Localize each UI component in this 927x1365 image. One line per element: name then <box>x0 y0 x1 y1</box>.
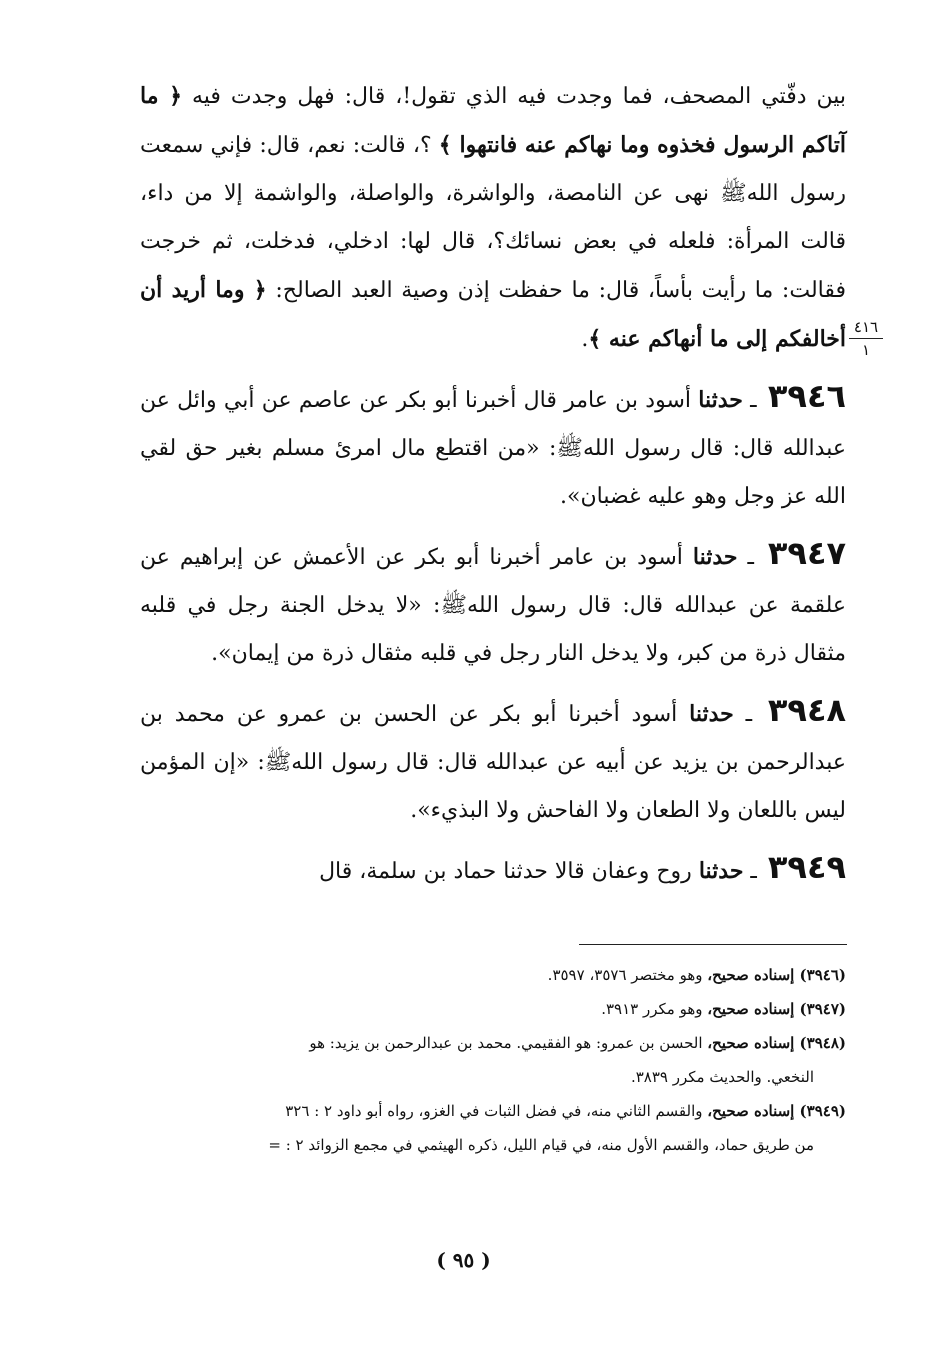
margin-reference <box>849 318 883 359</box>
haddathana-word: حدثنا <box>692 544 738 570</box>
hadith-number: ٣٩٤٧ <box>767 534 846 572</box>
footnote-tag: (٣٩٤٧) إسناده صحيح، <box>707 1000 846 1018</box>
dash: ـ <box>737 545 764 570</box>
main-text <box>140 72 846 896</box>
haddathana-word: حدثنا <box>698 858 744 884</box>
quran-verse-1: ﴿ ما آتاكم الرسول فخذوه وما نهاكم عنه فانتهوا ﴾ <box>140 83 846 158</box>
footnote-tag: (٣٩٤٩) إسناده صحيح، <box>707 1102 846 1120</box>
margin-volume: ٤١٦ <box>849 318 883 339</box>
intro-paragraph <box>140 72 846 364</box>
hadith-number: ٣٩٤٨ <box>767 691 847 729</box>
footnote-3947 <box>140 992 846 1026</box>
intro-text: بين دفّتي المصحف، فما وجدت فيه الذي تقول!، قال: فهل وجدت فيه <box>182 84 846 109</box>
hadith-3947 <box>140 529 846 678</box>
haddathana-word: حدثنا <box>698 387 743 413</box>
dash: ـ <box>742 388 764 413</box>
hadith-3948 <box>140 686 846 835</box>
hadith-text: أسود بن عامر أخبرنا أبو بكر عن الأعمش عن إبراهيم عن علقمة عن عبدالله قال: قال رسول اللهﷺ: «لا يدخل الجنة رجل في قلبه مثقال ذرة من كبر، ولا يدخل النار رجل في قلبه مثقال ذرة من إيمان». <box>140 545 846 666</box>
footnote-text: الحسن بن عمرو: هو الفقيمي. محمد بن عبدالرحمن بن يزيد: هو <box>309 1034 708 1052</box>
quran-verse-2: ﴿ وما أريد أن أخالفكم إلى ما أنهاكم عنه ﴾ <box>140 277 846 352</box>
footnote-3948-continued: النخعي. والحديث مكرر ٣٨٣٩. <box>630 1068 814 1086</box>
hadith-3949 <box>140 843 846 896</box>
footnote-divider <box>579 944 847 945</box>
footnote-text: وهو مختصر ٣٥٧٦، ٣٥٩٧. <box>547 966 708 984</box>
haddathana-word: حدثنا <box>689 701 734 727</box>
hadith-text: أسود أخبرنا أبو بكر عن الحسن بن عمرو عن محمد بن عبدالرحمن بن يزيد عن أبيه عن عبدالله قال: قال رسول اللهﷺ: «إن المؤمن ليس باللعان ولا الطعان ولا الفاحش ولا البذيء». <box>140 702 846 823</box>
footnote-text: والقسم الثاني منه، في فضل الثبات في الغزو، رواه أبو داود ٢ : ٣٢٦ <box>285 1102 708 1120</box>
footnote-3946 <box>140 958 846 992</box>
footnote-text: وهو مكرر ٣٩١٣. <box>601 1000 708 1018</box>
dash: ـ <box>733 702 764 727</box>
hadith-text: أسود بن عامر قال أخبرنا أبو بكر عن عاصم عن أبي وائل عن عبدالله قال: قال رسول اللهﷺ: «من اقتطع مال امرئ مسلم بغير حق لقي الله عز وجل وهو عليه غضبان». <box>140 388 846 509</box>
footnote-tag: (٣٩٤٨) إسناده صحيح، <box>707 1034 846 1052</box>
footnotes <box>140 958 846 1162</box>
footnote-3949-continued: من طريق حماد، والقسم الأول منه، في قيام الليل، ذكره الهيثمي في مجمع الزوائد ٢ : = <box>268 1136 814 1154</box>
hadith-number: ٣٩٤٩ <box>767 848 846 886</box>
hadith-3946 <box>140 372 846 521</box>
footnote-3948 <box>140 1026 846 1060</box>
hadith-number: ٣٩٤٦ <box>767 377 847 415</box>
hadith-text: روح وعفان قالا حدثنا حماد بن سلمة، قال <box>319 859 699 884</box>
margin-part: ١ <box>861 341 871 359</box>
intro-text-2: ؟، قالت: نعم، قال: فإني سمعت رسول اللهﷺ نهى عن النامصة، والواشرة، والواصلة، والواشمة إلا من داء، قالت المرأة: فلعله في بعض نسائك؟، قال لها: ادخلي، فدخلت، ثم خرجت فقالت: ما رأيت بأساً، قال: ما حفظت إذن وصية العبد الصالح: <box>140 133 846 303</box>
page-number: ( ٩٥ ) <box>436 1248 491 1272</box>
footnote-tag: (٣٩٤٦) إسناده صحيح، <box>707 966 846 984</box>
intro-end: . <box>581 327 589 352</box>
footnote-3949 <box>140 1094 846 1128</box>
dash: ـ <box>743 859 764 884</box>
